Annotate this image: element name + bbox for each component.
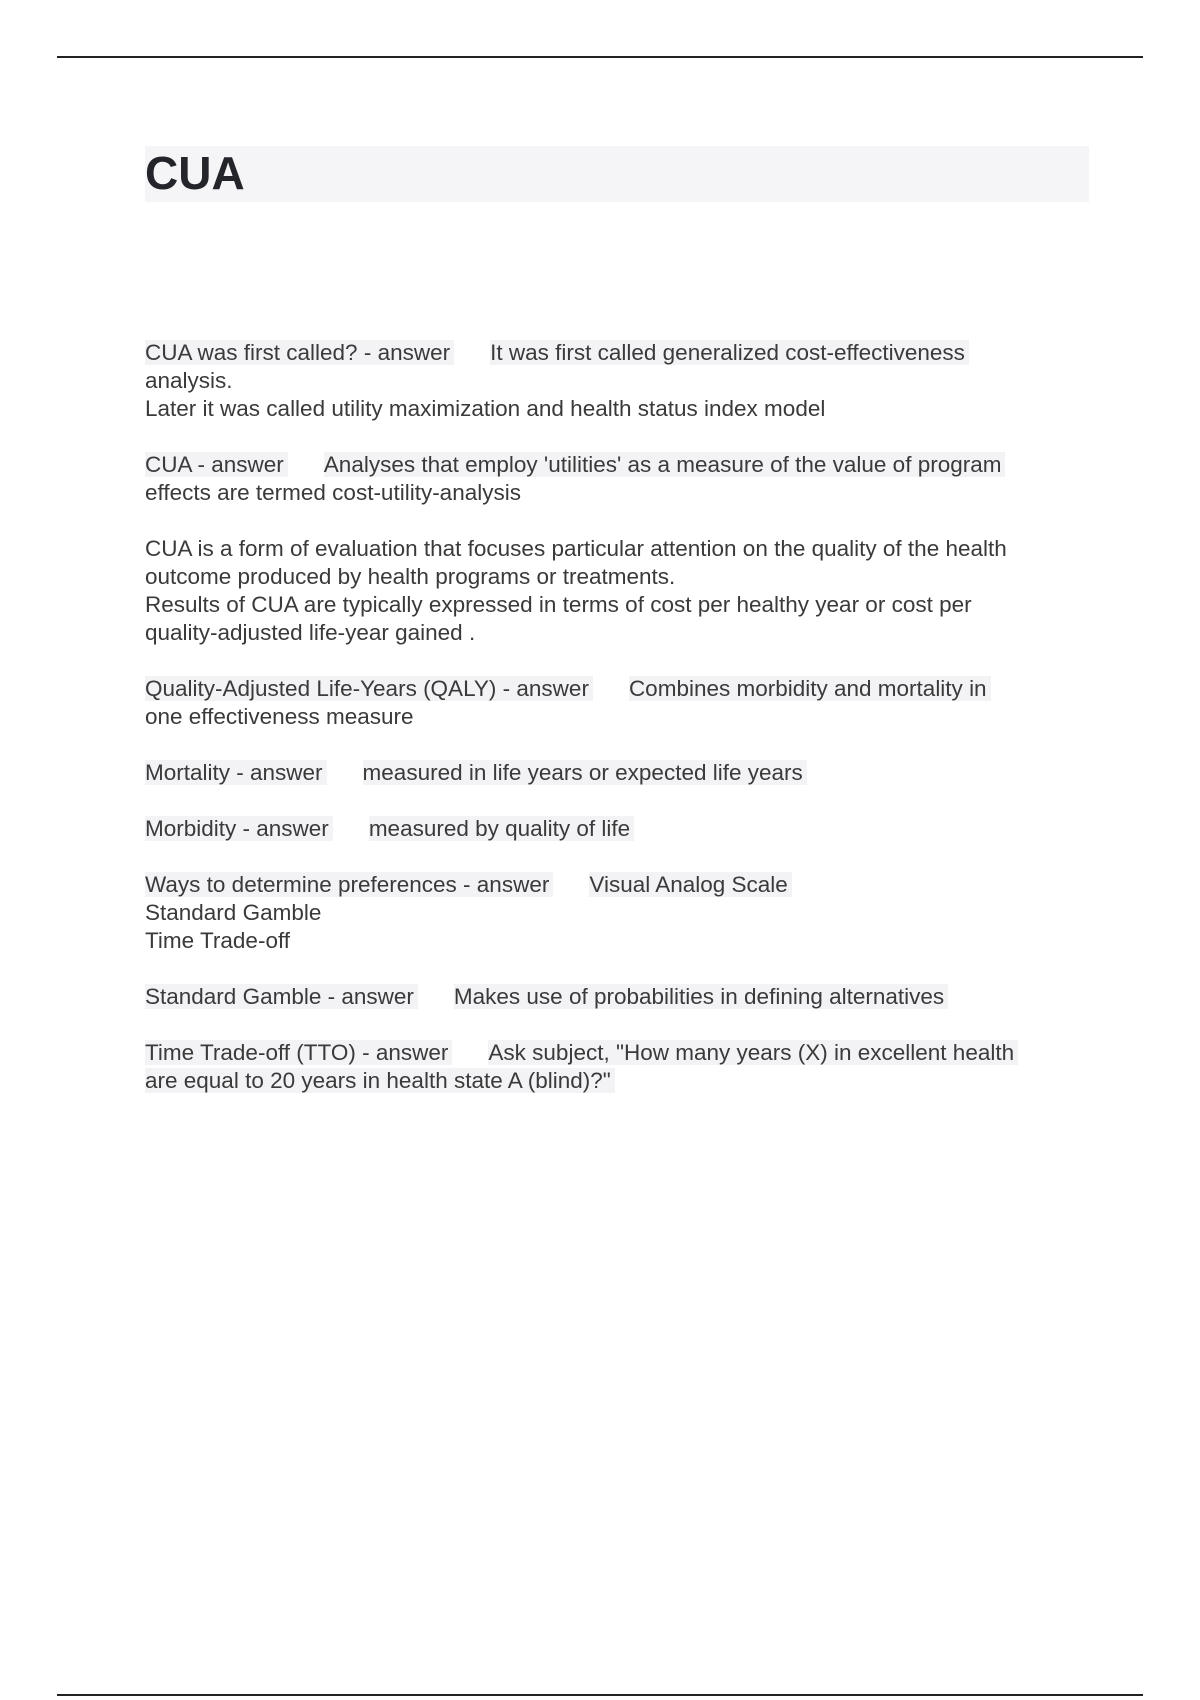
entry-answer-line: Standard Gamble — [145, 900, 322, 925]
entry-first-line — [145, 983, 1095, 1011]
title-highlight — [145, 146, 1089, 202]
entry-answer-line: Analyses that employ 'utilities' as a measure of the value of program — [324, 452, 1006, 477]
flashcard-entry — [145, 675, 1095, 731]
flashcard-entry — [145, 1039, 1095, 1095]
flashcard-list — [145, 339, 1095, 1123]
entry-first-line — [145, 871, 1095, 899]
flashcard-entry — [145, 815, 1095, 843]
entry-answer-line: Results of CUA are typically expressed in terms of cost per healthy year or cost per — [145, 592, 972, 617]
entry-answer-line: Time Trade-off — [145, 928, 291, 953]
entry-answer-line: Later it was called utility maximization and health status index model — [145, 396, 826, 421]
entry-term: CUA was first called? - answer — [145, 340, 454, 365]
entry-answer-line: CUA is a form of evaluation that focuses particular attention on the quality of the health — [145, 536, 1007, 561]
entry-first-line — [145, 759, 1095, 787]
entry-term: Ways to determine preferences - answer — [145, 872, 553, 897]
entry-answer-line: Visual Analog Scale — [589, 872, 791, 897]
entry-answer-line: measured in life years or expected life years — [363, 760, 807, 785]
entry-answer-line-wrap — [145, 1067, 1095, 1095]
entry-answer-line: outcome produced by health programs or treatments. — [145, 564, 676, 589]
flashcard-entry — [145, 451, 1095, 507]
entry-answer-line: one effectiveness measure — [145, 704, 414, 729]
entry-answer-line: Makes use of probabilities in defining alternatives — [454, 984, 948, 1009]
entry-answer-line: are equal to 20 years in health state A (blind)?" — [145, 1068, 615, 1093]
flashcard-entry — [145, 535, 1095, 647]
entry-first-line — [145, 1039, 1095, 1067]
flashcard-entry — [145, 759, 1095, 787]
flashcard-entry — [145, 339, 1095, 423]
entry-answer-line: measured by quality of life — [369, 816, 634, 841]
entry-term: Morbidity - answer — [145, 816, 333, 841]
entry-term: Quality-Adjusted Life-Years (QALY) - answer — [145, 676, 593, 701]
entry-answer-line: Combines morbidity and mortality in — [629, 676, 991, 701]
entry-first-line — [145, 815, 1095, 843]
entry-first-line — [145, 675, 1095, 703]
entry-answer-line: quality-adjusted life-year gained . — [145, 620, 476, 645]
entry-term: CUA - answer — [145, 452, 288, 477]
entry-term: Mortality - answer — [145, 760, 327, 785]
entry-answer-line: effects are termed cost-utility-analysis — [145, 480, 521, 505]
entry-first-line — [145, 451, 1095, 479]
entry-term: Time Trade-off (TTO) - answer — [145, 1040, 452, 1065]
flashcard-entry — [145, 983, 1095, 1011]
page-title: CUA — [145, 147, 245, 199]
entry-answer-line: Ask subject, "How many years (X) in excellent health — [488, 1040, 1018, 1065]
entry-term: Standard Gamble - answer — [145, 984, 418, 1009]
bottom-divider — [57, 1694, 1143, 1696]
entry-answer-line: It was first called generalized cost-effectiveness — [490, 340, 969, 365]
top-divider — [57, 56, 1143, 58]
flashcard-entry — [145, 871, 1095, 955]
entry-first-line — [145, 339, 1095, 367]
entry-answer-line: analysis. — [145, 368, 233, 393]
